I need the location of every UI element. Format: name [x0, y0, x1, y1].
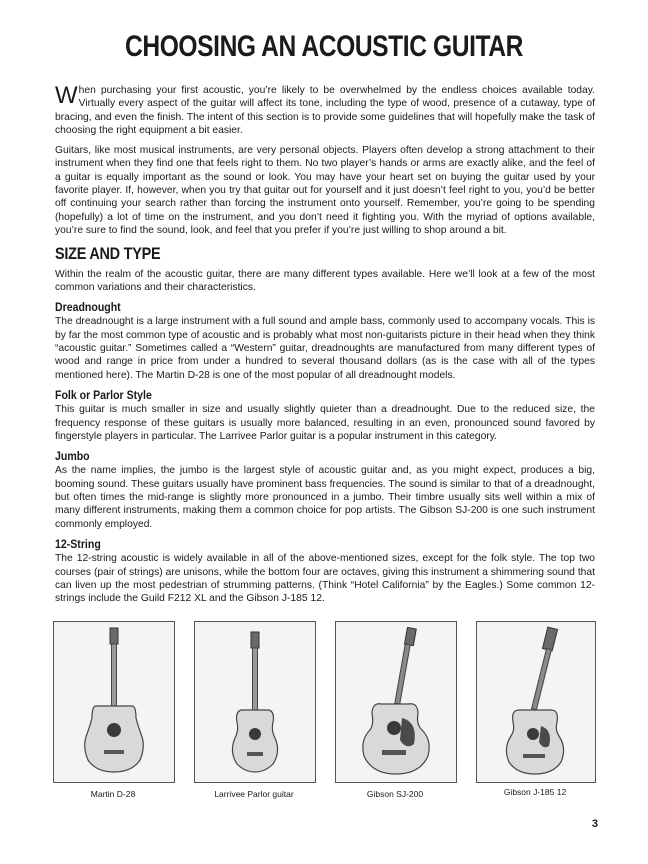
page-title: CHOOSING AN ACOUSTIC GUITAR: [124, 30, 524, 63]
guitar-photo-row: [0, 621, 648, 821]
twelve-string-guitar-image: [477, 622, 595, 782]
paragraph-folk-parlor: This guitar is much smaller in size and usually slightly quieter than a dreadnought. Due to the reduced size, the frequency response of these guitars is usually more balanced, resulting in an even, pronounced sound favored by fingerstyle players in particular. The Larrivee Parlor guitar is a popular instrument in this category.: [55, 404, 595, 442]
caption-martin-d28: Martin D-28: [90, 789, 136, 799]
jumbo-guitar-image: [336, 622, 456, 782]
section-heading: SIZE AND TYPE: [55, 244, 161, 264]
parlor-guitar-image: [195, 622, 315, 782]
caption-larrivee-parlor: Larrivee Parlor guitar: [214, 789, 294, 799]
drop-cap: W: [55, 82, 78, 109]
dreadnought-guitar-image: [54, 622, 174, 782]
photo-martin-d28: [53, 621, 175, 783]
page-number: 3: [591, 818, 598, 830]
intro-paragraph-1-text: hen purchasing your first acoustic, you’re likely to be overwhelmed by the endless choices available today. Virtually every aspect of the guitar will affect its tone, including the type of wood, presence of a cutaway, type of bracing, and even the finish. The intent of this section is to provide some guidelines that will hopefully make the task of choosing the right equipment a bit easier.: [55, 85, 595, 136]
paragraph-12-string: The 12-string acoustic is widely available in all of the above-mentioned sizes, except for the folk style. The top two courses (pair of strings) are unisons, while the bottom four are octaves, giving this instrument a shimmering sound that can liven up the most pedestrian of strumming patterns. (Think “Hotel California” by the Eagles.) Some common 12-strings include the Guild F212 XL and the Gibson J-185 12.: [55, 553, 595, 605]
intro-paragraph-2: Guitars, like most musical instruments, are very personal objects. Players often develop a strong attachment to their instrument when they find one that feels right to them. No two player’s hands or arms are exactly alike, and the feel of a guitar is equally important as the sound or look. You may have your heart set on buying the guitar used by your favorite player. If, however, when you try that guitar out for yourself and it just doesn’t feel right to you, you’d be better off continuing your search rather than forcing the instrument onto yourself. Remember, you’re going to be spending (hopefully) a lot of time on the instrument, and you don’t need it fighting you. With the myriad of options available, you’re sure to find the sound, look, and feel that you prefer if you’re just willing to shop around a bit.: [55, 145, 595, 236]
section-intro: Within the realm of the acoustic guitar, there are many different types available. Here we’ll look at a few of the most common variations and their characteristics.: [55, 268, 595, 293]
main-text: [55, 84, 595, 612]
subheading-folk-parlor: Folk or Parlor Style: [55, 387, 152, 402]
photo-gibson-sj200: [335, 621, 457, 783]
caption-gibson-j185-12: Gibson J-185 12: [503, 787, 567, 797]
caption-gibson-sj200: Gibson SJ-200: [366, 789, 424, 799]
intro-paragraph-1: [55, 84, 595, 137]
subheading-jumbo: Jumbo: [55, 449, 90, 464]
paragraph-dreadnought: The dreadnought is a large instrument with a full sound and ample bass, commonly used to accompany vocals. This is by far the most common type of acoustic and is probably what most non-guitarists picture in their head when they think “acoustic guitar.” Sometimes called a “Western” guitar, dreadnoughts are manufactured from many different types of wood and range in price from under a hundred to several thousand dollars (as is the case with all of the types mentioned here). The Martin D-28 is one of the most popular of all dreadnought models.: [55, 316, 595, 381]
photo-gibson-j185-12: [476, 621, 596, 783]
paragraph-jumbo: As the name implies, the jumbo is the largest style of acoustic guitar and, as you might expect, produces a big, booming sound. These guitars usually have prominent bass frequencies. The sound is similar to that of a dreadnought, but often times the mid-range is slightly more pronounced in a jumbo. Their timbre usually sits well within a mix of many different instruments, making them a common choice for pop artists. The Gibson SJ-200 is one such instrument commonly employed.: [55, 465, 595, 530]
photo-larrivee-parlor: [194, 621, 316, 783]
subheading-12-string: 12-String: [55, 536, 101, 551]
subheading-dreadnought: Dreadnought: [55, 300, 121, 315]
